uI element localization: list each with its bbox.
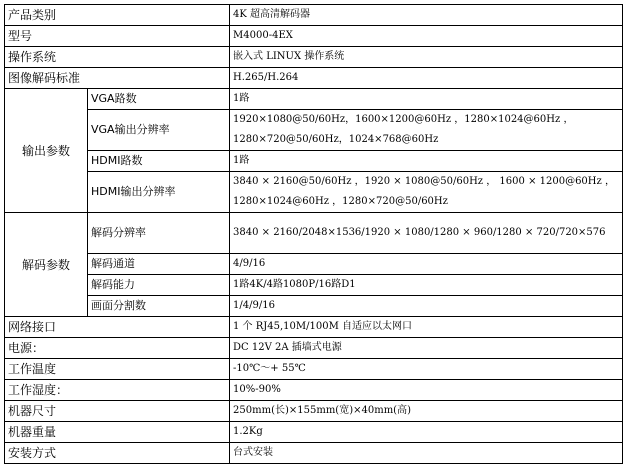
param-value: DC 12V 2A 插墙式电源 [230, 338, 623, 359]
param-value: 4/9/16 [230, 254, 623, 275]
table-row [5, 422, 623, 443]
param-label: HDMI路数 [88, 151, 230, 172]
param-label: 画面分割数 [88, 296, 230, 317]
param-label: VGA输出分辨率 [88, 110, 230, 151]
param-label: 图像解码标准 [5, 68, 230, 89]
param-label: 网络接口 [5, 317, 230, 338]
spec-table [4, 4, 623, 464]
param-label: 型号 [5, 26, 230, 47]
param-value: 250mm(长)×155mm(宽)×40mm(高) [230, 401, 623, 422]
table-row [5, 380, 623, 401]
table-row [5, 443, 623, 464]
param-value: H.265/H.264 [230, 68, 623, 89]
param-value: M4000-4EX [230, 26, 623, 47]
table-row [5, 275, 623, 296]
table-row [5, 5, 623, 26]
param-value: 1 个 RJ45,10M/100M 自适应以太网口 [230, 317, 623, 338]
param-label: 解码通道 [88, 254, 230, 275]
table-row [5, 317, 623, 338]
table-row [5, 296, 623, 317]
decode-params-group-label: 解码参数 [5, 213, 88, 317]
table-row [5, 338, 623, 359]
param-label: 安装方式 [5, 443, 230, 464]
param-label: VGA路数 [88, 89, 230, 110]
param-value: 1路 [230, 151, 623, 172]
table-row [5, 110, 623, 151]
table-row [5, 213, 623, 254]
param-value: 台式安装 [230, 443, 623, 464]
param-value: 1路4K/4路1080P/16路D1 [230, 275, 623, 296]
param-value: -10℃～+ 55℃ [230, 359, 623, 380]
param-value: 1/4/9/16 [230, 296, 623, 317]
param-label: 解码能力 [88, 275, 230, 296]
param-label: HDMI输出分辨率 [88, 172, 230, 213]
param-value: 4K 超高清解码器 [230, 5, 623, 26]
table-row [5, 89, 623, 110]
param-value: 3840 × 2160@50/60Hz ，1920 × 1080@50/60Hz ， 1600 × 1200@60Hz ，1280×1024@60Hz ，1280×720@50/60Hz [230, 172, 623, 213]
table-row [5, 254, 623, 275]
param-label: 机器重量 [5, 422, 230, 443]
param-value: 3840 × 2160/2048×1536/1920 × 1080/1280 × 960/1280 × 720/720×576 [230, 213, 623, 254]
table-row [5, 401, 623, 422]
table-row [5, 359, 623, 380]
param-label: 工作湿度： [5, 380, 230, 401]
table-row [5, 26, 623, 47]
table-row [5, 172, 623, 213]
param-label: 产品类别 [5, 5, 230, 26]
param-label: 电源： [5, 338, 230, 359]
table-row [5, 47, 623, 68]
param-label: 工作温度 [5, 359, 230, 380]
param-label: 机器尺寸 [5, 401, 230, 422]
param-label: 操作系统 [5, 47, 230, 68]
output-params-group-label: 输出参数 [5, 89, 88, 213]
param-value: 10%-90% [230, 380, 623, 401]
table-row [5, 68, 623, 89]
param-label: 解码分辨率 [88, 213, 230, 254]
param-value: 嵌入式 LINUX 操作系统 [230, 47, 623, 68]
param-value: 1.2Kg [230, 422, 623, 443]
table-row [5, 151, 623, 172]
param-value: 1920×1080@50/60Hz，1600×1200@60Hz ，1280×1024@60Hz ，1280×720@50/60Hz，1024×768@60Hz [230, 110, 623, 151]
param-value: 1路 [230, 89, 623, 110]
